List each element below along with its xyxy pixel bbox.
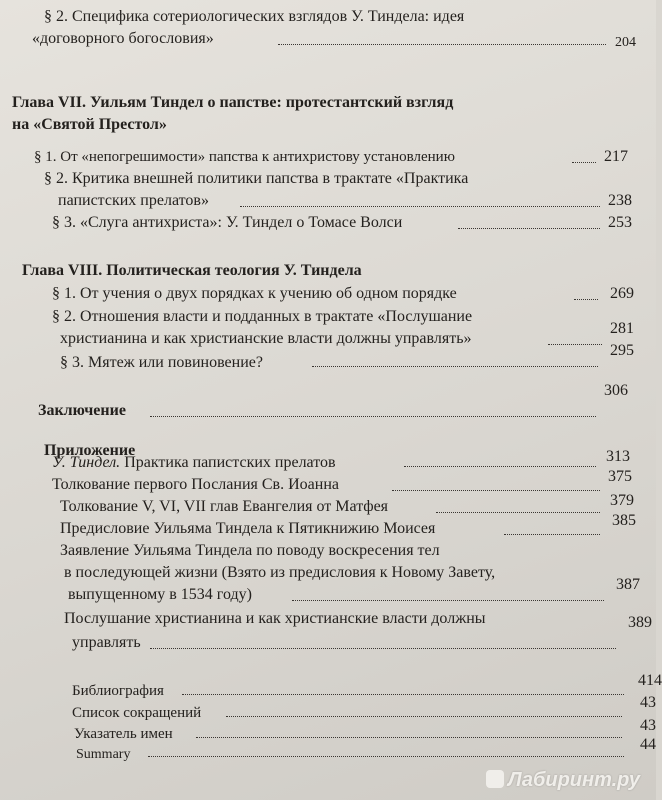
toc-summary[interactable]: [0, 736, 656, 766]
entry-title: Список сокращений: [72, 705, 202, 721]
dot-leader: [182, 694, 624, 695]
toc-appendix-2[interactable]: [0, 468, 656, 496]
page-number: 379: [610, 492, 634, 509]
entry-title: § 3. Мятеж или повиновение?: [60, 354, 263, 371]
dot-leader: [226, 716, 622, 717]
page-number: 44: [640, 736, 656, 753]
page-number: 253: [608, 214, 632, 231]
entry-line-1: § 2. Отношения власти и подданных в трактате «Послушание: [52, 308, 473, 325]
entry-title: Summary: [76, 747, 131, 762]
page-number: 385: [612, 512, 636, 529]
dot-leader: [404, 466, 596, 467]
toc-entry-ch7-s1[interactable]: [0, 146, 656, 168]
toc-appendix-3[interactable]: [0, 492, 656, 518]
entry-line-2: христианина и как христианские власти должны управлять»: [60, 330, 472, 347]
toc-appendix-1[interactable]: [0, 450, 656, 474]
dot-leader: [504, 534, 600, 535]
page-number: 414: [638, 672, 662, 689]
page-number: 269: [610, 285, 634, 302]
toc-abbreviations[interactable]: [0, 694, 656, 724]
toc-appendix-4[interactable]: [0, 512, 656, 540]
page-number: 387: [616, 576, 640, 593]
toc-conclusion[interactable]: [0, 382, 656, 426]
dot-leader: [148, 756, 624, 757]
toc-entry-ch8-s1[interactable]: [0, 283, 656, 305]
entry-title: Толкование первого Послания Св. Иоанна: [52, 476, 339, 493]
toc-index[interactable]: [0, 717, 656, 745]
dot-leader: [196, 737, 622, 738]
page-number: 389: [628, 614, 652, 631]
dot-leader: [150, 416, 596, 417]
page-number: 313: [606, 448, 630, 465]
toc-appendix-5[interactable]: [0, 540, 656, 610]
entry-title: У. Тиндел. Практика папистских прелатов: [52, 454, 336, 471]
entry-line-1: § 2. Специфика сотериологических взглядов У. Тиндела: идея: [44, 8, 465, 25]
page-number: 43: [640, 717, 656, 734]
dot-leader: [240, 206, 600, 207]
page-number: 217: [604, 148, 628, 165]
toc-chapter-7[interactable]: [0, 92, 656, 140]
entry-title: § 3. «Слуга антихриста»: У. Тиндел о Томасе Волси: [52, 214, 403, 231]
entry-title: Толкование V, VI, VII глав Евангелия от Матфея: [60, 498, 389, 515]
entry-title: § 1. От учения о двух порядках к учению об одном порядке: [52, 285, 457, 302]
dot-leader: [548, 344, 602, 345]
dot-leader: [572, 162, 596, 163]
page-number: 306: [604, 382, 628, 399]
entry-title: § 1. От «непогрешимости» папства к антихристову установлению: [34, 149, 455, 165]
toc-bibliography[interactable]: [0, 672, 662, 702]
toc-entry-ch8-s2[interactable]: [0, 306, 656, 352]
dot-leader: [458, 228, 600, 229]
entry-line-1: Послушание христианина и как христианские власти должны: [64, 610, 486, 627]
appendix-title: Приложение: [44, 442, 136, 459]
entry-line-1: Заявление Уильяма Тиндела по поводу воскресения тел: [60, 542, 440, 559]
page-number: 295: [610, 342, 634, 359]
entry-title: Указатель имен: [74, 726, 173, 742]
toc-chapter-8[interactable]: [0, 260, 656, 282]
chapter-title: Глава VIII. Политическая теология У. Тиндела: [22, 262, 362, 279]
entry-line-2: управлять: [72, 634, 141, 651]
chapter-title-line-1: Глава VII. Уильям Тиндел о папстве: протестантский взгляд: [12, 94, 454, 111]
page-number: 204: [615, 35, 636, 50]
entry-title: Заключение: [38, 402, 126, 419]
watermark-text: Лабиринт.ру: [507, 769, 640, 791]
page-number: 238: [608, 192, 632, 209]
watermark-logo: [486, 769, 640, 792]
dot-leader: [436, 512, 600, 513]
page-number: 43: [640, 694, 656, 711]
entry-line-2: «договорного богословия»: [32, 30, 214, 47]
dot-leader: [292, 600, 604, 601]
toc-entry-ch8-s3[interactable]: [0, 342, 656, 374]
page-number: 281: [610, 320, 634, 337]
entry-line-3: выпущенному в 1534 году): [68, 586, 252, 603]
dot-leader: [278, 44, 606, 45]
dot-leader: [150, 648, 616, 649]
entry-line-2: в последующей жизни (Взято из предисловия к Новому Завету,: [64, 564, 496, 581]
toc-entry-ch7-s3[interactable]: [0, 212, 656, 234]
entry-title: Предисловие Уильяма Тиндела к Пятикнижию Моисея: [60, 520, 436, 537]
toc-entry-ch7-s2[interactable]: [0, 168, 656, 214]
toc-appendix-6[interactable]: [0, 608, 656, 654]
dot-leader: [392, 490, 600, 491]
entry-title: Библиография: [72, 683, 164, 699]
author-name: У. Тиндел.: [52, 454, 121, 471]
dot-leader: [312, 366, 598, 367]
page-number: 375: [608, 468, 632, 485]
toc-entry-ch6-s2[interactable]: [0, 6, 656, 56]
entry-line-2: папистских прелатов»: [58, 192, 209, 209]
dot-leader: [574, 299, 598, 300]
labirint-logo-icon: [486, 770, 504, 788]
entry-line-1: § 2. Критика внешней политики папства в трактате «Практика: [44, 170, 469, 187]
chapter-title-line-2: на «Святой Престол»: [12, 116, 167, 133]
